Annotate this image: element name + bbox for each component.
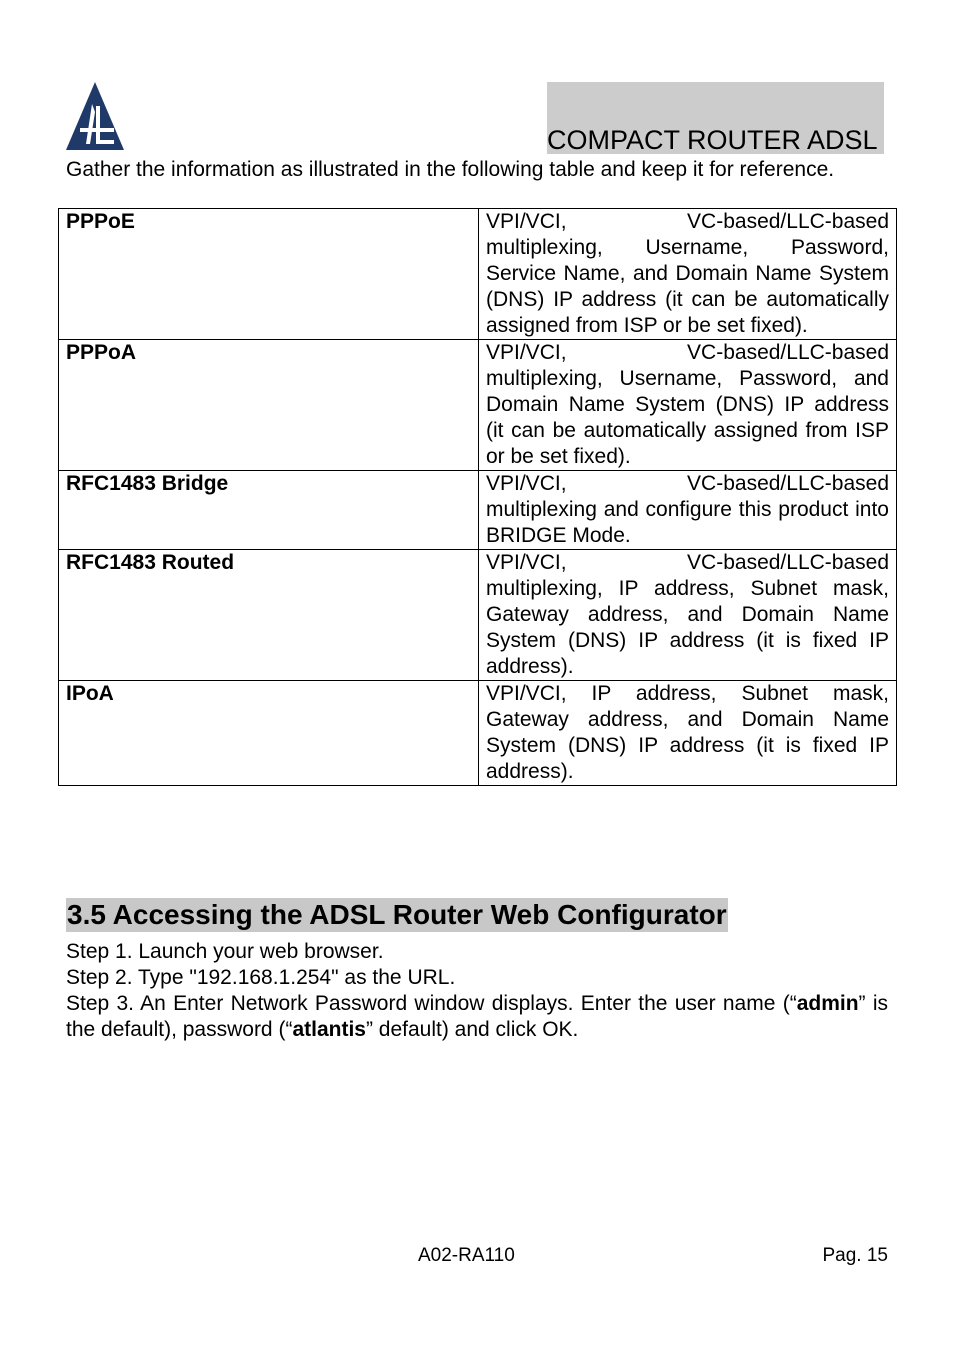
connection-info-table: [58, 208, 897, 786]
protocol-cell: RFC1483 Bridge: [59, 471, 479, 550]
protocol-cell: PPPoA: [59, 340, 479, 471]
section-heading: 3.5 Accessing the ADSL Router Web Configurator: [67, 899, 727, 930]
info-cell: VPI/VCI, IP address, Subnet mask, Gateway address, and Domain Name System (DNS) IP address (it is fixed IP address).: [479, 681, 897, 786]
protocol-cell: IPoA: [59, 681, 479, 786]
info-cell: VPI/VCI, VC-based/LLC-based multiplexing and configure this product into BRIDGE Mode.: [479, 471, 897, 550]
info-cell: VPI/VCI, VC-based/LLC-based multiplexing, Username, Password, Service Name, and Domain Name System (DNS) IP address (it can be automatically assigned from ISP or be set fixed).: [479, 209, 897, 340]
footer-page-number: Pag. 15: [822, 1245, 888, 1266]
table-row: [59, 550, 897, 681]
step-3-text-middle: ” is the default), password (“: [66, 992, 888, 1041]
footer-model-code: A02-RA110: [418, 1245, 515, 1266]
table-row: [59, 340, 897, 471]
protocol-cell: PPPoE: [59, 209, 479, 340]
steps-list: [66, 939, 888, 1043]
step-1: Step 1. Launch your web browser.: [66, 940, 384, 963]
info-cell: VPI/VCI, VC-based/LLC-based multiplexing, IP address, Subnet mask, Gateway address, and Domain Name System (DNS) IP address (it is fixed IP address).: [479, 550, 897, 681]
table-row: [59, 471, 897, 550]
step-3-text-end: ” default) and click OK.: [365, 1018, 579, 1041]
step-3-text-start: Step 3. An Enter Network Password window displays. Enter the user name (“: [66, 992, 797, 1015]
atlantis-logo-icon: [66, 82, 124, 150]
info-cell: VPI/VCI, VC-based/LLC-based multiplexing, Username, Password, and Domain Name System (DNS) IP address (it can be automatically assigned from ISP or be set fixed).: [479, 340, 897, 471]
protocol-cell: RFC1483 Routed: [59, 550, 479, 681]
step-3: [66, 991, 888, 1043]
table-row: [59, 209, 897, 340]
default-username: admin: [796, 992, 859, 1015]
intro-paragraph: Gather the information as illustrated in the following table and keep it for reference.: [66, 158, 835, 181]
step-2: Step 2. Type "192.168.1.254" as the URL.: [66, 966, 456, 989]
default-password: atlantis: [292, 1018, 366, 1041]
header-title: COMPACT ROUTER ADSL: [547, 125, 878, 155]
table-row: [59, 681, 897, 786]
